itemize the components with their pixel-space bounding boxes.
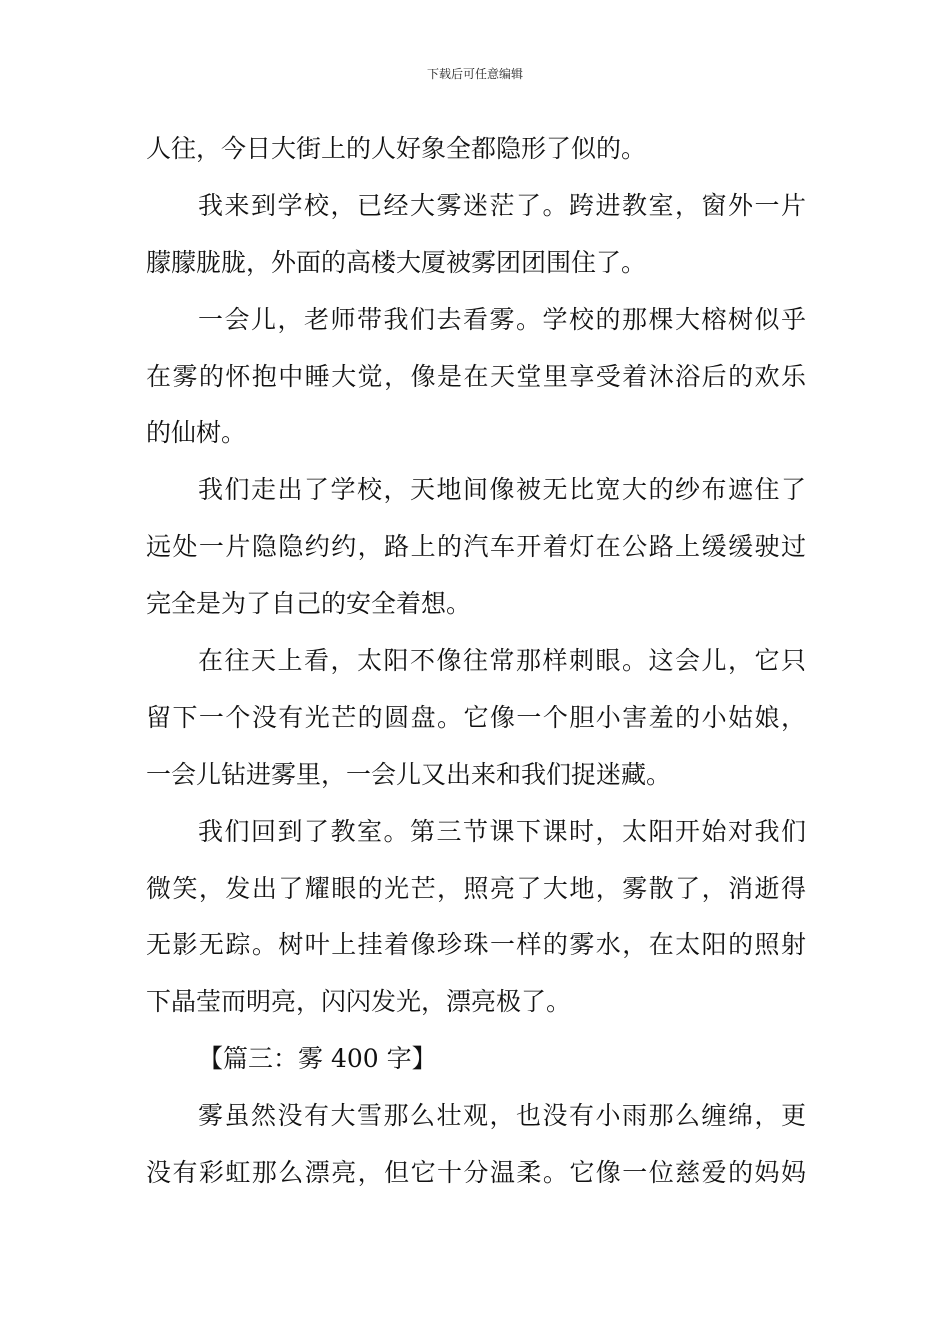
paragraph-6-line-2: 微笑，发出了耀眼的光芒，照亮了大地，雾散了，消逝得	[146, 873, 806, 903]
paragraph-4-line-2: 远处一片隐隐约约，路上的汽车开着灯在公路上缓缓驶过	[146, 532, 806, 562]
paragraph-8-line-1: 雾虽然没有大雪那么壮观，也没有小雨那么缠绵，更	[198, 1101, 806, 1131]
paragraph-1-line-1: 人往，今日大街上的人好象全都隐形了似的。	[146, 134, 647, 163]
paragraph-2-line-2: 朦朦胧胧，外面的高楼大厦被雾团团围住了。	[146, 247, 647, 277]
paragraph-3-line-1: 一会儿，老师带我们去看雾。学校的那棵大榕树似乎	[198, 304, 806, 334]
paragraph-5-line-1: 在往天上看，太阳不像往常那样刺眼。这会儿，它只	[198, 646, 806, 676]
paragraph-5-line-2: 留下一个没有光芒的圆盘。它像一个胆小害羞的小姑娘，	[146, 702, 806, 732]
page-header: 下载后可任意编辑	[426, 67, 523, 81]
paragraph-4-line-3: 完全是为了自己的安全着想。	[146, 589, 472, 619]
paragraph-6-line-1: 我们回到了教室。第三节课下课时，太阳开始对我们	[198, 816, 806, 846]
paragraph-8-line-2: 没有彩虹那么漂亮，但它十分温柔。它像一位慈爱的妈妈	[146, 1158, 806, 1188]
paragraph-6-line-4: 下晶莹而明亮，闪闪发光，漂亮极了。	[146, 987, 572, 1017]
document-body	[146, 121, 806, 1202]
paragraph-4-line-1: 我们走出了学校，天地间像被无比宽大的纱布遮住了	[198, 475, 806, 505]
paragraph-6-line-3: 无影无踪。树叶上挂着像珍珠一样的雾水，在太阳的照射	[146, 930, 806, 960]
paragraph-3-line-3: 的仙树。	[146, 418, 247, 448]
paragraph-7-line-1: 【篇三：雾 400 字】	[198, 1044, 437, 1074]
paragraph-3-line-2: 在雾的怀抱中睡大觉，像是在天堂里享受着沐浴后的欢乐	[146, 361, 806, 391]
paragraph-5-line-3: 一会儿钻进雾里，一会儿又出来和我们捉迷藏。	[146, 759, 672, 789]
paragraph-2-line-1: 我来到学校，已经大雾迷茫了。跨进教室，窗外一片	[198, 190, 806, 220]
